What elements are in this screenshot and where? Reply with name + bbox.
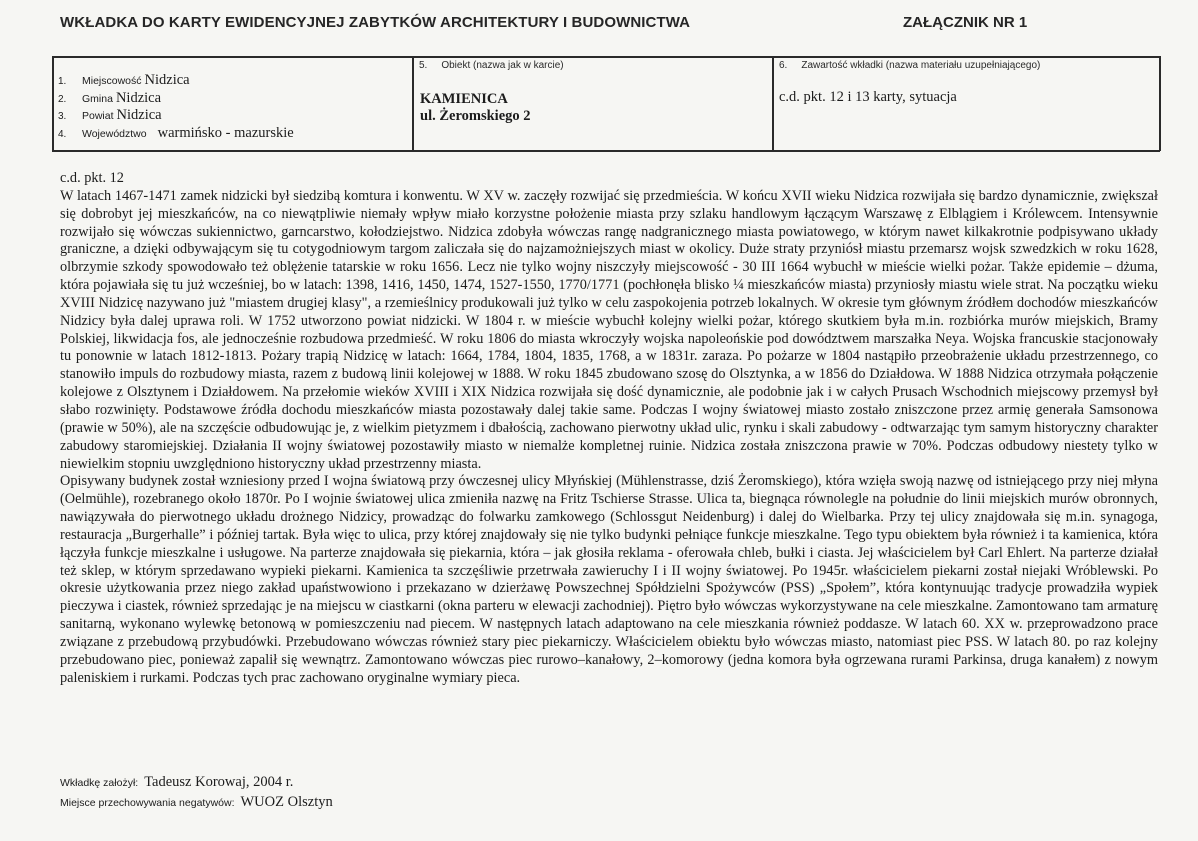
county-label: Powiat — [82, 110, 114, 122]
location-row-county — [58, 107, 408, 125]
contents-value: c.d. pkt. 12 i 13 karty, sytuacja — [779, 89, 957, 105]
author-label: Wkładkę założył: — [60, 777, 139, 789]
county-value: Nidzica — [116, 107, 162, 123]
object-cell-label — [419, 60, 564, 71]
object-cell-number: 5. — [419, 60, 428, 71]
locality-label: Miejscowość — [82, 75, 142, 87]
history-paragraph: W latach 1467-1471 zamek nidzicki był siedzibą komtura i konwentu. W XV w. zaczęły rozwijać się przedmieścia. W końcu XVII wieku Nidzica rozwijała się bardzo dynamicznie, zwiększał się dobrobyt jej mieszkańców, na co niewątpliwie niemały wpływ miało korzystne położenie miasta przy szlaku handlowym łączącym Warszawę z Elblągiem i Królewcem. Intensywnie rozwijało się wówczas sukiennictwo, garncarstwo, kołodziejstwo. Nidzica zdobyła wówczas rangę nadgranicznego miasta powiatowego, w którym nawet kilkakrotnie podpisywano układy graniczne, a dzięki odbywającym się tu cotygodniowym targom zaliczała się do najzamożniejszych miast w okolicy. Duże straty przyniósł miastu przemarsz wojsk szwedzkich w roku 1628, olbrzymie szkody spowodowało też oblężenie tatarskie w roku 1656. Lecz nie tylko wojny niszczyły miejscowość - 30 III 1664 wybuchł w mieście wielki pożar. Także epidemie – dżuma, która pojawiała się tu już wcześniej, bo w latach: 1398, 1416, 1450, 1474, 1527-1550, 1770/1771 (pochłonęła blisko ¼ mieszkańców miasta) przyniosły miastu wiele strat. Na początku wieku XVIII Nidzicę nazywano już "miastem drugiej klasy", a rzemieślnicy produkowali już tylko w celu zaspokojenia potrzeb lokalnych. W okresie tym głównym źródłem dochodów mieszkańców Nidzicy była dalej uprawa roli. W 1752 utworzono powiat nidzicki. W 1804 r. w mieście wybuchł kolejny wielki pożar, którego skutkiem była m.in. rozbiórka murów miejskich, Bramy Polskiej, likwidacja fos, ale jednocześnie rozbudowa przedmieść. W roku 1806 do miasta wkroczyły wojska napoleońskie pod dowództwem marszałka Neya. Wojska francuskie stacjonowały tu ponownie w latach 1812-1813. Pożary trapią Nidzicę w latach: 1664, 1784, 1804, 1835, 1768, a w 1831r. zaraza. Po pożarze w 1804 nastąpiło przeobrażenie układu przestrzennego, co stanowiło impuls do rozbudowy miasta, razem z budową linii kolejowej w 1888. W roku 1845 zbudowano szosę do Olsztynka, a w 1856 do Działdowa. W 1888 Nidzica otrzymała połączenie kolejowe z Olsztynem i Działdowem. Na przełomie wieków XVIII i XIX Nidzica rozwijała się dość dynamicznie, ale podobnie jak i w całych Prusach Wschodnich miejscowy przemysł był słabo rozwinięty. Podstawowe źródła dochodu mieszkańców miasta pozostawały dalej takie same. Podczas I wojny światowej miasto zostało zniszczone przez armię generała Samsonowa (prawie w 50%), ale na szczęście odbudowując je, z wielkim pietyzmem i dbałością, zachowano pierwotny układ ulic, rynku i skali zabudowy - odtwarzając tym samym historyczny charakter zabudowy staromiejskiej. Działania II wojny światowej pozostawiły miasto w niemalże kompletnej ruinie. Nidzica została zniszczona prawie w 70%. Podczas odbudowy niestety tylko w niewielkim stopniu uwzględniono historyczny układ przestrzenny miasta. — [60, 187, 1158, 472]
row-number: 4. — [58, 128, 67, 140]
footer-author-row — [60, 774, 333, 794]
object-address: ul. Żeromskiego 2 — [420, 108, 531, 124]
column-divider-2 — [772, 56, 774, 151]
author-value: Tadeusz Korowaj, 2004 r. — [144, 774, 294, 790]
row-number: 1. — [58, 76, 67, 87]
footer-storage-row — [60, 794, 333, 814]
voivodeship-value: warmińsko - mazurskie — [157, 124, 294, 141]
object-name: KAMIENICA — [420, 91, 508, 107]
document-title: WKŁADKA DO KARTY EWIDENCYJNEJ ZABYTKÓW ARCHITEKTURY I BUDOWNICTWA — [60, 14, 691, 31]
voivodeship-label: Województwo — [82, 127, 147, 140]
table-top-border — [52, 56, 1160, 58]
contents-cell-number: 6. — [779, 60, 788, 71]
storage-value: WUOZ Olsztyn — [240, 794, 333, 810]
continuation-reference: c.d. pkt. 12 — [60, 170, 124, 186]
contents-cell-label — [779, 60, 1040, 71]
column-divider-1 — [412, 56, 414, 151]
body-text — [60, 170, 1158, 687]
location-block — [58, 72, 408, 142]
location-row-locality — [58, 72, 408, 90]
building-paragraph: Opisywany budynek został wzniesiony przed I wojna światową przy ówczesnej ulicy Młyńskiej (Mühlenstrasse, dziś Żeromskiego), która wzięła swoją nazwę od istniejącego przy niej młyna (Oelmühle), rozebranego około 1870r. Po I wojnie światowej ulica zmieniła nazwę na Fritz Tschierse Strasse. Ulica ta, biegnąca równolegle na południe do linii miejskich murów obronnych, nawiązywała do pierwotnego układu drożnego Nidzicy, prowadząc do folwarku zamkowego (Schlossgut Neidenburg) i dalej do Wielbarka. Przy tej ulicy znajdowała się m.in. synagoga, restauracja „Burgerhalle” i później tartak. Była więc to ulica, przy której znajdowały się nie tylko budynki pełniące funkcje mieszkalne. Tego typu obiektem była również i ta kamienica, która łączyła funkcje mieszkalne i usługowe. Na parterze znajdowała się piekarnia, która – jak głosiła reklama - oferowała chleb, bułki i ciasta. Jej właścicielem był Carl Ehlert. Na parterze działał też sklep, w którym sprzedawano wypieki piekarni. Kamienica ta szczęśliwie przetrwała zawieruchy I i II wojny światowej. Po 1945r. właścicielem piekarni został niejaki Wróblewski. Po okresie użytkowania przez niego zakład upaństwowiono i przekazano w dzierżawę Powszechnej Spółdzielni Spożywców (PSS) „Społem”, która kontynuując tradycje prowadziła wypiek pieczywa i ciastek, również sprzedając je na miejscu w ciastkarni (okna parteru w elewacji zachodniej). Piętro było wówczas wykorzystywane na cele mieszkalne. Zamontowano tam armaturę sanitarną, wykonano wylewkę betonową w pomieszczeniu nad piecem. W następnych latach adaptowano na cele mieszkania również poddasze. W latach 60. XX w. przeprowadzono prace związane z przebudową przybudówki. Przebudowano wówczas również stary piec piekarniczy. Właścicielem obiektu było wówczas miasto, natomiast piec PSS. W latach 80. po raz kolejny przebudowano piec, ponieważ zapalił się wewnątrz. Zamontowano wówczas piec rurowo–kanałowy, 2–komorowy (jedna komora była ogrzewana rurami Parkinsa, druga kanałem) z nowym paleniskiem i rurkami. Podczas tych prac zachowano oryginalne wymiary pieca. — [60, 473, 1158, 686]
object-cell-caption: Obiekt (nazwa jak w karcie) — [441, 60, 564, 71]
table-bottom-border — [52, 150, 1160, 152]
commune-label: Gmina — [82, 92, 113, 105]
row-number: 3. — [58, 111, 67, 122]
annex-label: ZAŁĄCZNIK NR 1 — [903, 14, 1028, 31]
table-right-border — [1159, 56, 1161, 151]
commune-value: Nidzica — [115, 89, 162, 106]
storage-label: Miejsce przechowywania negatywów: — [60, 797, 235, 809]
location-row-voivodeship — [58, 125, 408, 143]
location-row-commune — [58, 90, 408, 108]
footer — [60, 774, 333, 814]
table-left-border — [52, 56, 54, 151]
row-number: 2. — [58, 93, 67, 105]
contents-cell-caption: Zawartość wkładki (nazwa materiału uzupełniającego) — [801, 60, 1041, 71]
locality-value: Nidzica — [144, 72, 190, 88]
